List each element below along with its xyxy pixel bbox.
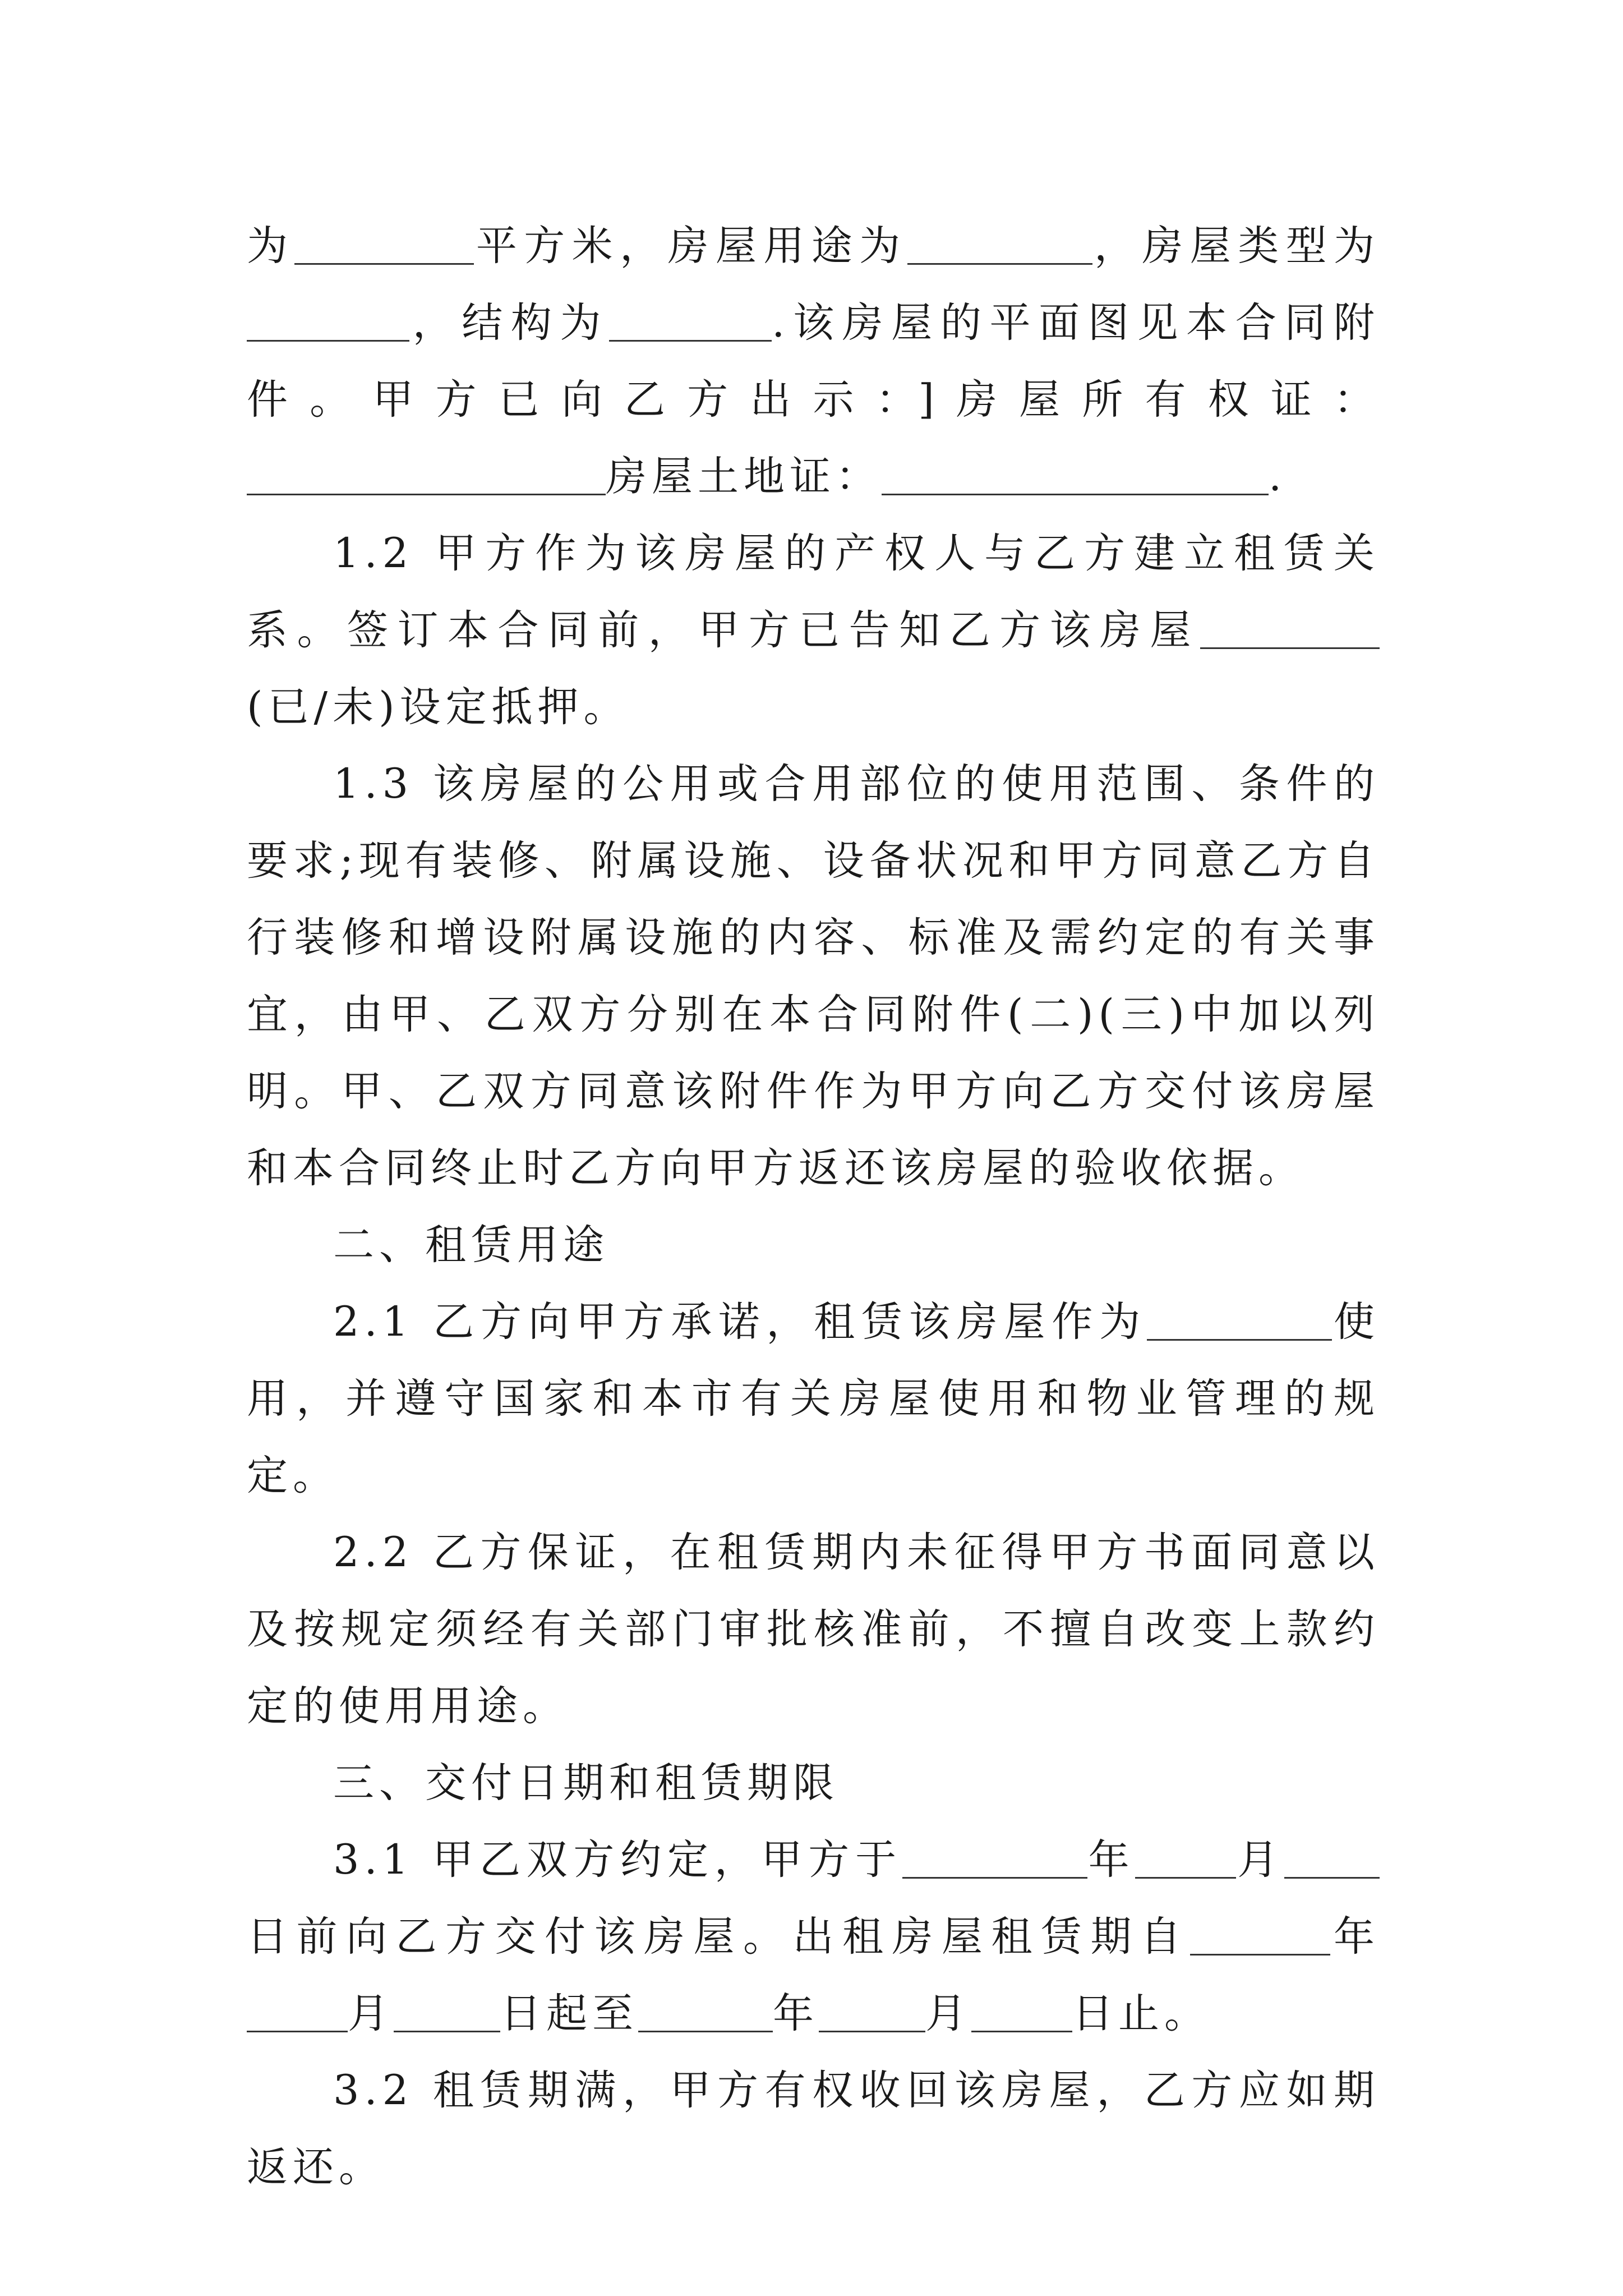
- text: 日止。: [1072, 1990, 1210, 2037]
- text: (已/未)设定抵押。: [247, 683, 630, 731]
- blank-usage[interactable]: [907, 222, 1092, 265]
- text: 3.1 甲乙双方约定，甲方于: [333, 1836, 902, 1884]
- paragraph-1-3: [247, 746, 1380, 1207]
- blank-land-cert[interactable]: [882, 453, 1269, 495]
- text: 1.2 甲方作为该房屋的产权人与乙方建立租赁关系。签订本合同前，甲方已告知乙方该房屋: [247, 530, 1380, 654]
- text: 年: [1087, 1836, 1136, 1884]
- section-heading-2: 二、租赁用途: [333, 1221, 609, 1269]
- paragraph-3-1: [247, 1821, 1380, 2052]
- paragraph-2-2: [247, 1514, 1380, 1745]
- text: 房屋土地证：: [606, 453, 882, 500]
- paragraph-1-2: [247, 515, 1380, 746]
- blank-mortgage[interactable]: [1200, 606, 1380, 649]
- text: 月: [1236, 1836, 1284, 1884]
- text: 年: [773, 1990, 819, 2037]
- blank-start-day[interactable]: [394, 1990, 500, 2032]
- paragraph-1-1-cont: [247, 208, 1380, 515]
- blank-area[interactable]: [294, 222, 474, 265]
- blank-start-month[interactable]: [247, 1990, 348, 2032]
- text: 年: [1330, 1913, 1380, 1961]
- text: .: [1269, 453, 1287, 500]
- text: ，房屋类型为: [1092, 222, 1380, 270]
- text: 月: [348, 1990, 394, 2037]
- text: 使用，并遵守国家和本市有关房屋使用和物业管理的规定。: [247, 1298, 1380, 1499]
- text: ，结构为: [409, 299, 610, 347]
- blank-start-year[interactable]: [1190, 1913, 1330, 1955]
- text: 为: [247, 222, 295, 270]
- text: 2.2 乙方保证，在租赁期内未征得甲方书面同意以及按规定须经有关部门审批核准前，不擅自改变上款约定的使用用途。: [247, 1529, 1380, 1730]
- blank-delivery-day[interactable]: [1284, 1836, 1380, 1879]
- paragraph-3-2: [247, 2052, 1380, 2206]
- blank-structure[interactable]: [609, 299, 772, 342]
- text: 1.3 该房屋的公用或合用部位的使用范围、条件的要求;现有装修、附属设施、设备状况和甲方同意乙方自行装修和增设附属设施的内容、标准及需约定的有关事宜，由甲、乙双方分别在本合同附件(二)(三)中加以列明。甲、乙双方同意该附件作为甲方向乙方交付该房屋和本合同终止时乙方向甲方返还该房屋的验收依据。: [247, 760, 1380, 1192]
- blank-type[interactable]: [247, 299, 409, 342]
- text: 3.2 租赁期满，甲方有权收回该房屋，乙方应如期返还。: [247, 2067, 1380, 2191]
- paragraph-2-1: [247, 1283, 1380, 1514]
- document-page: [247, 208, 1380, 2206]
- text: 日起至: [500, 1990, 638, 2037]
- blank-delivery-year[interactable]: [902, 1836, 1087, 1879]
- text: 月: [925, 1990, 971, 2037]
- blank-end-day[interactable]: [971, 1990, 1072, 2032]
- text: 2.1 乙方向甲方承诺，租赁该房屋作为: [333, 1298, 1147, 1346]
- blank-delivery-month[interactable]: [1135, 1836, 1236, 1879]
- section-heading-3: 三、交付日期和租赁期限: [333, 1759, 839, 1807]
- blank-ownership-cert[interactable]: [247, 453, 606, 495]
- blank-end-month[interactable]: [819, 1990, 925, 2032]
- blank-purpose[interactable]: [1147, 1298, 1332, 1341]
- text: 日前向乙方交付该房屋。出租房屋租赁期自: [247, 1913, 1190, 1961]
- blank-end-year[interactable]: [638, 1990, 773, 2032]
- text: .该房屋的平面图见本合同附件。甲方已向乙方出示：]房屋所有权证：: [247, 299, 1380, 424]
- text: 平方米，房屋用途为: [474, 222, 907, 270]
